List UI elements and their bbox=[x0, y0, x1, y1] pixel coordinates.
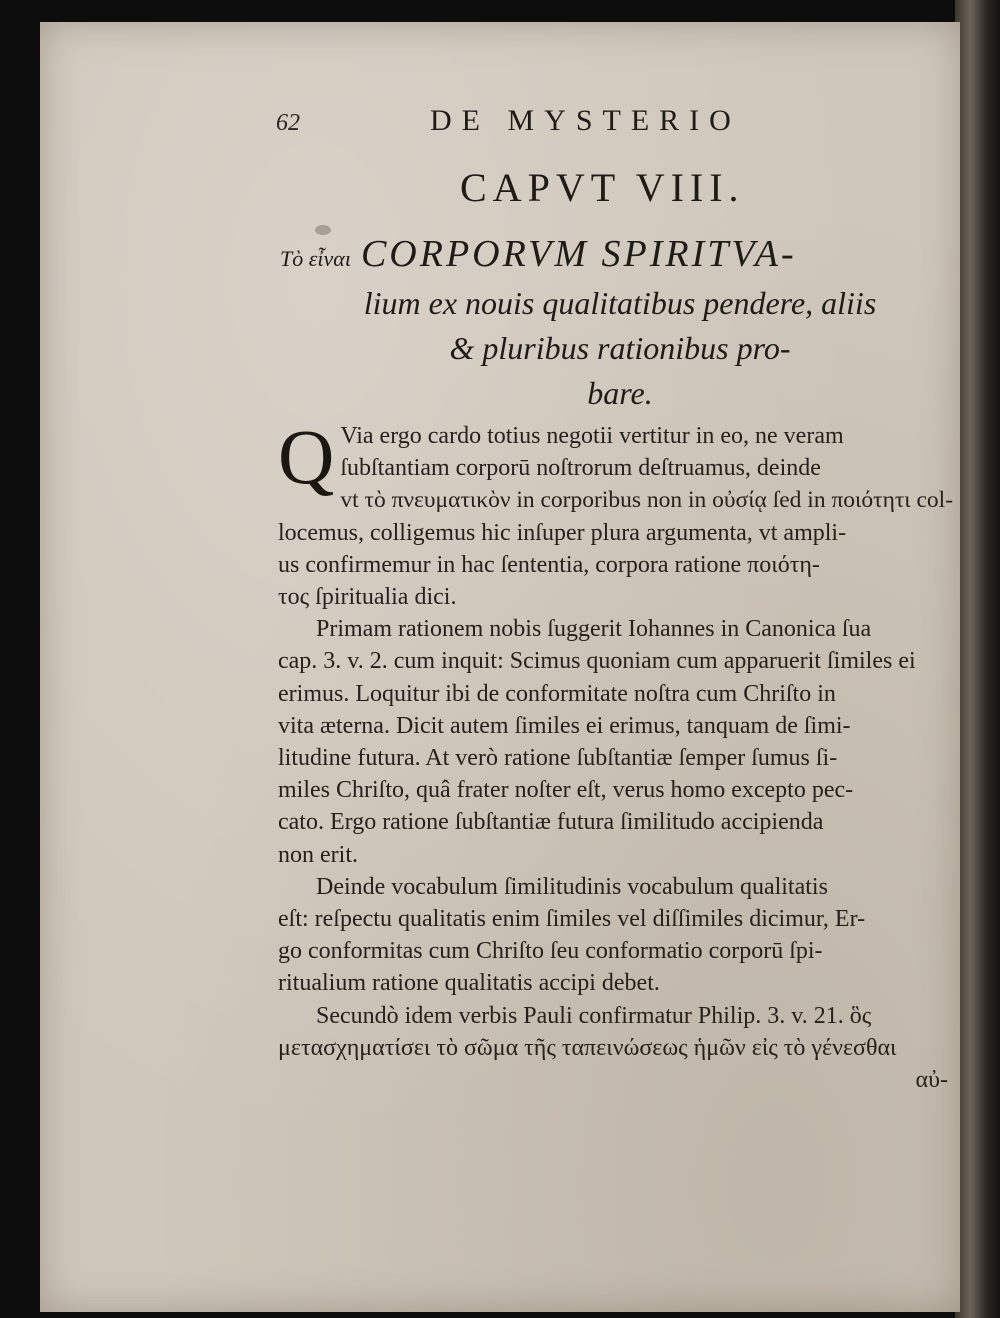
title-line-2: lium ex nouis qualitatibus pendere, aliis bbox=[363, 285, 877, 321]
text-line: μετασχηματίσει τὸ σῶμα τῆς ταπεινώσεως ἡμῶν εἰς τὸ γένεσθαι bbox=[278, 1034, 897, 1061]
text-line: erimus. Loquitur ibi de conformitate noſtra cum Chriſto in bbox=[278, 680, 836, 707]
text-line: Deinde vocabulum ſimilitudinis vocabulum qualitatis bbox=[316, 873, 828, 900]
title-line-1 bbox=[280, 232, 960, 281]
text-line: vt τὸ πνευματικὸν in corporibus non in οὐσίᾳ ſed in ποιότητι col- bbox=[340, 487, 954, 514]
text-line: litudine futura. At verò ratione ſubſtantiæ ſemper ſumus ſi- bbox=[278, 745, 838, 772]
title-caps: CORPORVM SPIRITVA- bbox=[360, 233, 797, 275]
text-line: miles Chriſto, quâ frater noſter eſt, verus homo excepto pec- bbox=[278, 777, 854, 804]
drop-cap: Q bbox=[278, 413, 335, 500]
text-line: Secundò idem verbis Pauli confirmatur Philip. 3. v. 21. ὃς bbox=[316, 1002, 872, 1029]
text-line: us confirmemur in hac ſententia, corpora ratione ποιότη- bbox=[278, 551, 820, 578]
text-line: cap. 3. v. 2. cum inquit: Scimus quoniam cum apparuerit ſimiles ei bbox=[278, 648, 916, 675]
page-number: 62 bbox=[276, 110, 300, 136]
text-line: τος ſpiritualia dici. bbox=[278, 584, 457, 611]
title-line-3: & pluribus rationibus pro- bbox=[449, 330, 791, 366]
book-edge bbox=[955, 0, 1000, 1318]
chapter-heading: CAPVT VIII. bbox=[460, 165, 745, 210]
text-line: eſt: reſpectu qualitatis enim ſimiles vel diſſimiles dicimur, Er- bbox=[278, 906, 866, 933]
text-line: Via ergo cardo totius negotii vertitur in eo, ne veram bbox=[340, 423, 844, 449]
text-line: cato. Ergo ratione ſubſtantiæ futura ſimilitudo accipienda bbox=[278, 809, 824, 836]
text-line: ſubſtantiam corporū noſtrorum deſtruamus, deinde bbox=[340, 455, 821, 482]
title-greek: Τὸ εἶναι bbox=[280, 246, 351, 271]
text-line: non erit. bbox=[278, 841, 358, 868]
text-line: ritualium ratione qualitatis accipi debet. bbox=[278, 970, 660, 997]
text-line: go conformitas cum Chriſto ſeu conformatio corporū ſpi- bbox=[278, 938, 823, 965]
text-line: Primam rationem nobis ſuggerit Iohannes in Canonica ſua bbox=[316, 616, 872, 643]
text-line: locemus, colligemus hic inſuper plura argumenta, vt ampli- bbox=[278, 519, 847, 546]
title-line-4: bare. bbox=[587, 375, 653, 411]
text-line: vita æterna. Dicit autem ſimiles ei erimus, tanquam de ſimi- bbox=[278, 712, 851, 739]
body-text bbox=[278, 413, 958, 1096]
chapter-title bbox=[280, 232, 960, 416]
catchword: αὐ- bbox=[915, 1067, 948, 1094]
running-head: DE MYSTERIO bbox=[430, 104, 741, 137]
